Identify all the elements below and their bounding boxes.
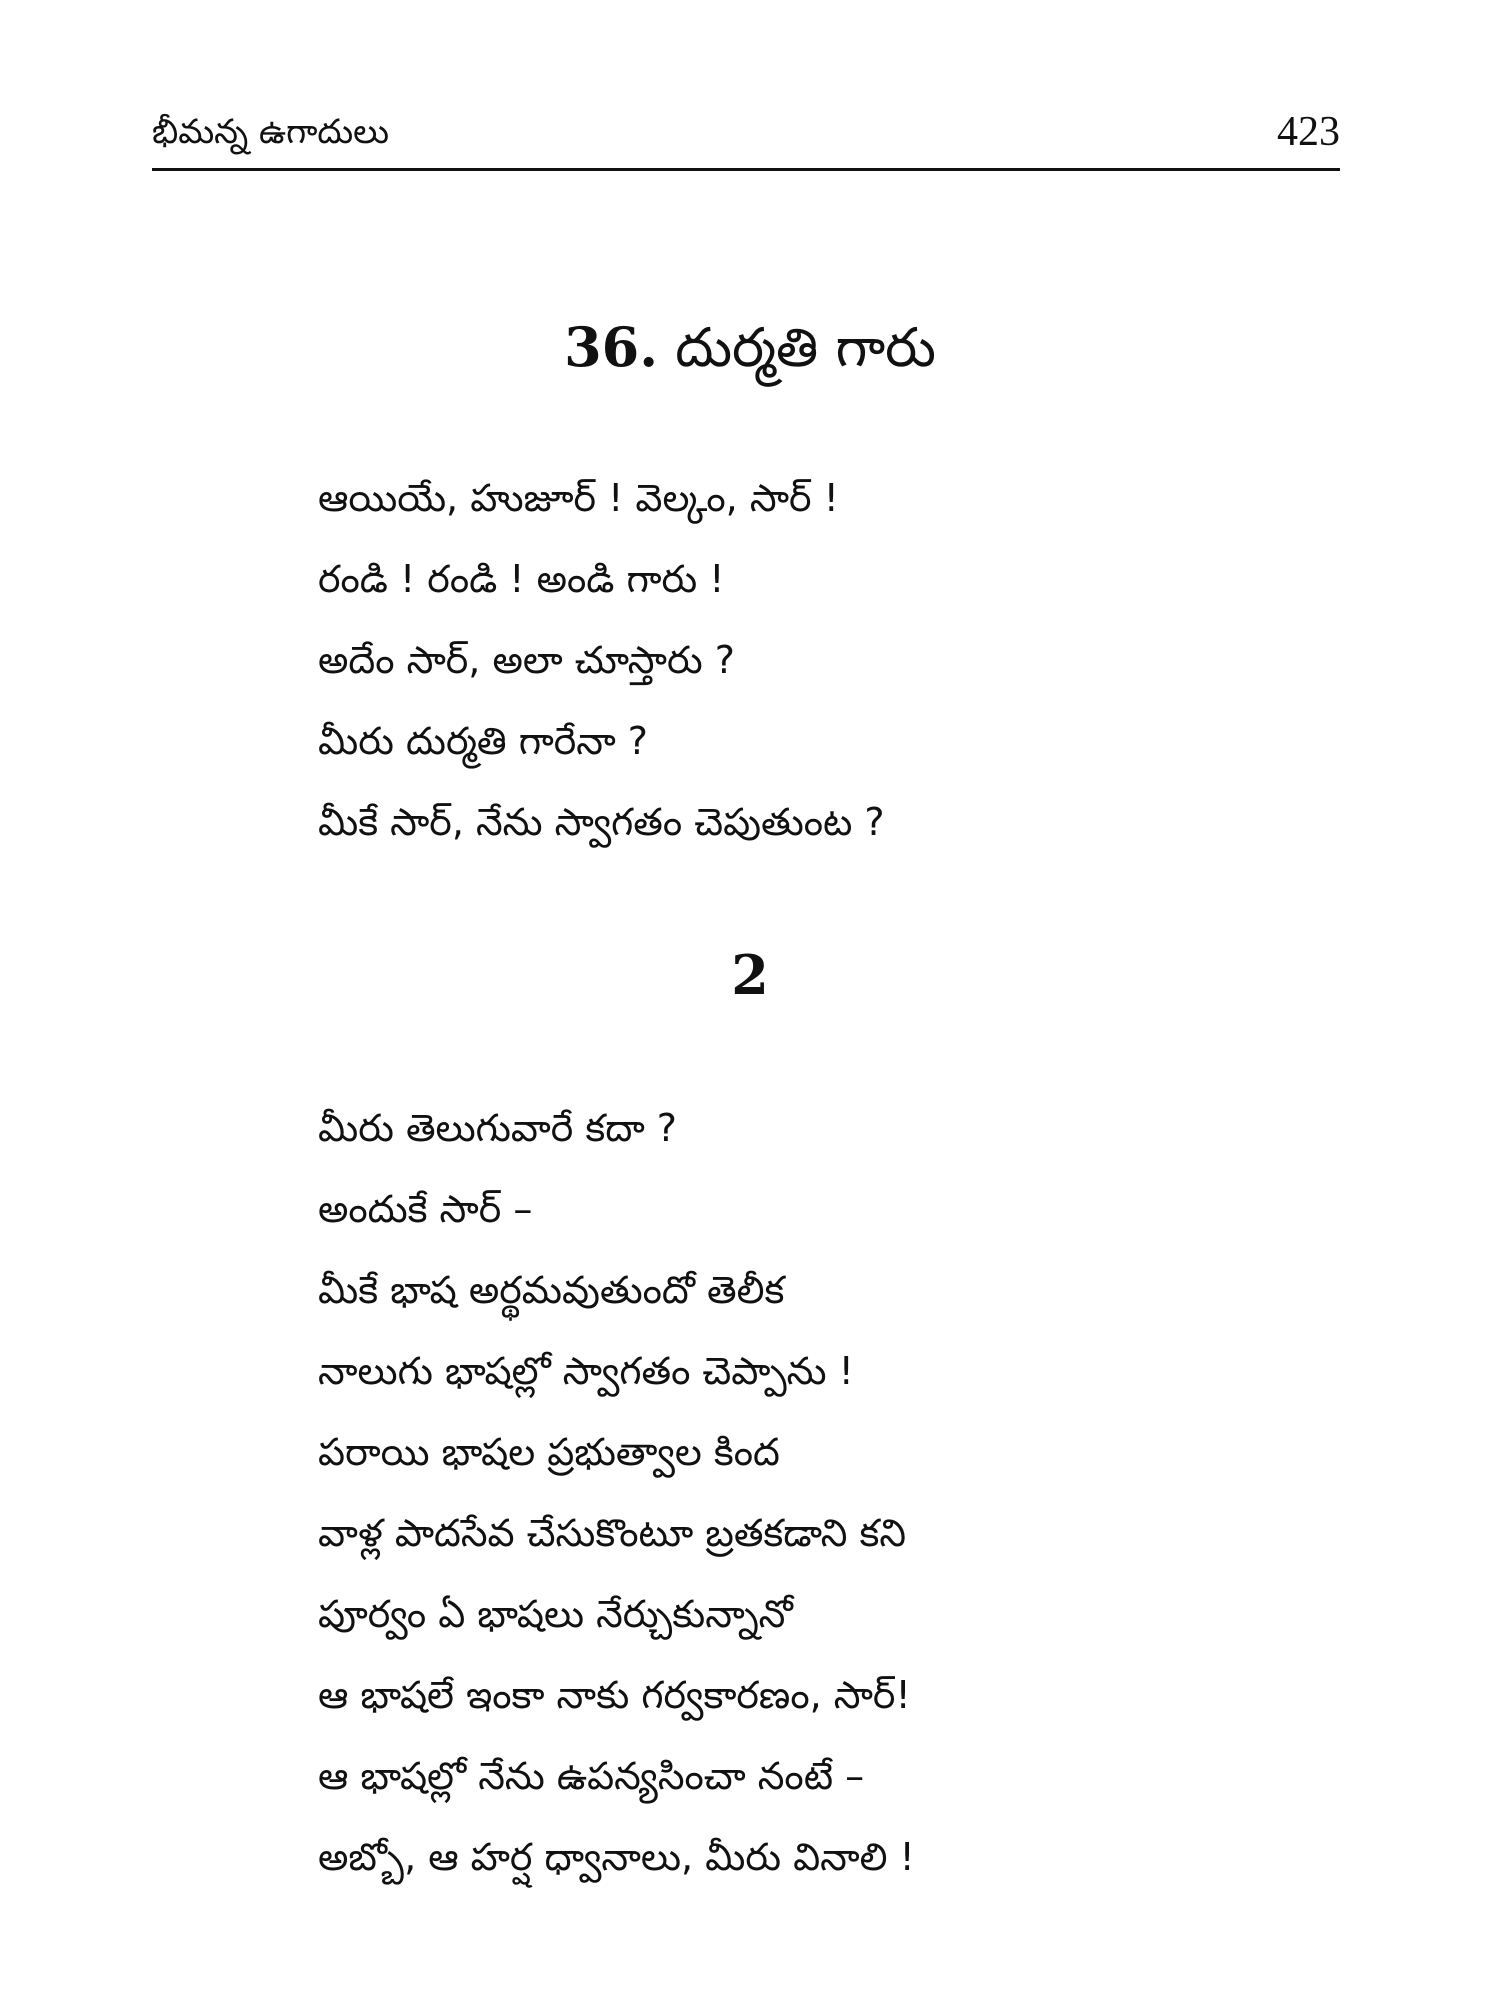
poem-line: ఆయియే, హుజూర్ ! వెల్కం, సార్ ! <box>318 476 839 520</box>
page-number: 423 <box>1277 109 1340 155</box>
chapter-number: 36. <box>564 315 659 379</box>
poem-line: నాలుగు భాషల్లో స్వాగతం చెప్పాను ! <box>318 1349 854 1393</box>
poem-line: అందుకే సార్ – <box>318 1187 533 1231</box>
poem-line: పూర్వం ఏ భాషలు నేర్చుకున్నానో <box>318 1592 793 1636</box>
section-number: 2 <box>731 943 769 1007</box>
poem-line: పరాయి భాషల ప్రభుత్వాల కింద <box>318 1430 780 1474</box>
poem-line: అదేం సార్, అలా చూస్తారు ? <box>318 638 735 682</box>
poem-line: ఆ భాషలే ఇంకా నాకు గర్వకారణం, సార్! <box>318 1673 911 1717</box>
chapter-name: దుర్మతి గారు <box>675 316 936 379</box>
stanza-2 <box>318 1088 915 1898</box>
running-header <box>152 108 1340 171</box>
stanza-1 <box>318 458 885 863</box>
poem-line: మీకే సార్, నేను స్వాగతం చెపుతుంట ? <box>318 800 885 844</box>
poem-line: రండి ! రండి ! అండి గారు ! <box>318 557 725 601</box>
poem-line: వాళ్ల పాదసేవ చేసుకొంటూ బ్రతకడాని కని <box>318 1511 907 1555</box>
poem-line: మీకే భాష అర్థమవుతుందో తెలీక <box>318 1268 785 1312</box>
chapter-title <box>0 312 1500 383</box>
poem-line: ఆ భాషల్లో నేను ఉపన్యసించా నంటే – <box>318 1754 865 1798</box>
poem-line: అబ్బో, ఆ హర్ష ధ్వానాలు, మీరు వినాలి ! <box>318 1835 915 1879</box>
running-title: భీమన్న ఉగాదులు <box>152 112 390 152</box>
poem-line: మీరు తెలుగువారే కదా ? <box>318 1106 677 1150</box>
poem-line: మీరు దుర్మతి గారేనా ? <box>318 719 648 763</box>
